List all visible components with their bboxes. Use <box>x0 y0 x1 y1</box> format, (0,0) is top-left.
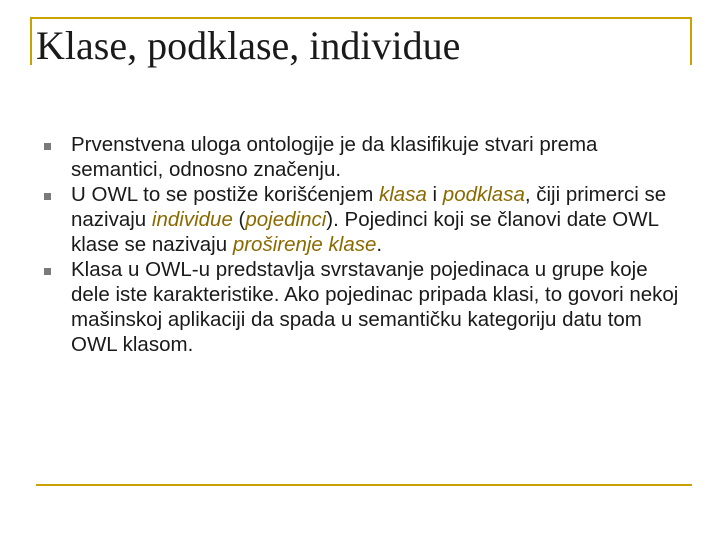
bullet-item <box>44 132 684 182</box>
bullet-item <box>44 257 684 357</box>
emphasized-term: podklasa <box>442 183 525 206</box>
text-segment: ). Pojedinci koji se članovi date OWL klase se nazivaju <box>71 208 659 256</box>
text-segment: ( <box>232 208 246 231</box>
emphasized-term: pojedinci <box>245 208 327 231</box>
square-bullet-icon <box>44 268 51 275</box>
bullet-item <box>44 182 684 257</box>
right-border-rule <box>690 17 692 65</box>
square-bullet-icon <box>44 193 51 200</box>
bottom-border-rule <box>36 484 692 486</box>
bullet-text <box>71 133 597 181</box>
text-segment: Prvenstvena uloga ontologije je da klasifikuje stvari prema semantici, odnosno značenju. <box>71 133 598 181</box>
bullet-text <box>71 183 666 256</box>
slide-title: Klase, podklase, individue <box>36 23 461 68</box>
emphasized-term: klasa <box>378 183 427 206</box>
top-border-rule <box>30 17 692 19</box>
emphasized-term: individue <box>151 208 233 231</box>
square-bullet-icon <box>44 143 51 150</box>
text-segment: . <box>376 233 383 256</box>
left-border-rule <box>30 17 32 65</box>
text-segment: Klasa u OWL-u predstavlja svrstavanje pojedinaca u grupe koje dele iste karakteristike. Ako pojedinac pripada klasi, to govori nekoj mašinskoj aplikaciji da spada u semantičku kategoriju datu tom OWL klasom. <box>71 258 679 356</box>
bullet-text <box>71 258 678 356</box>
bullet-list <box>44 132 684 357</box>
text-segment: i <box>426 183 443 206</box>
text-segment: U OWL to se postiže korišćenjem <box>71 183 379 206</box>
text-segment: , čiji primerci se nazivaju <box>71 183 667 231</box>
emphasized-term: proširenje klase <box>232 233 377 256</box>
